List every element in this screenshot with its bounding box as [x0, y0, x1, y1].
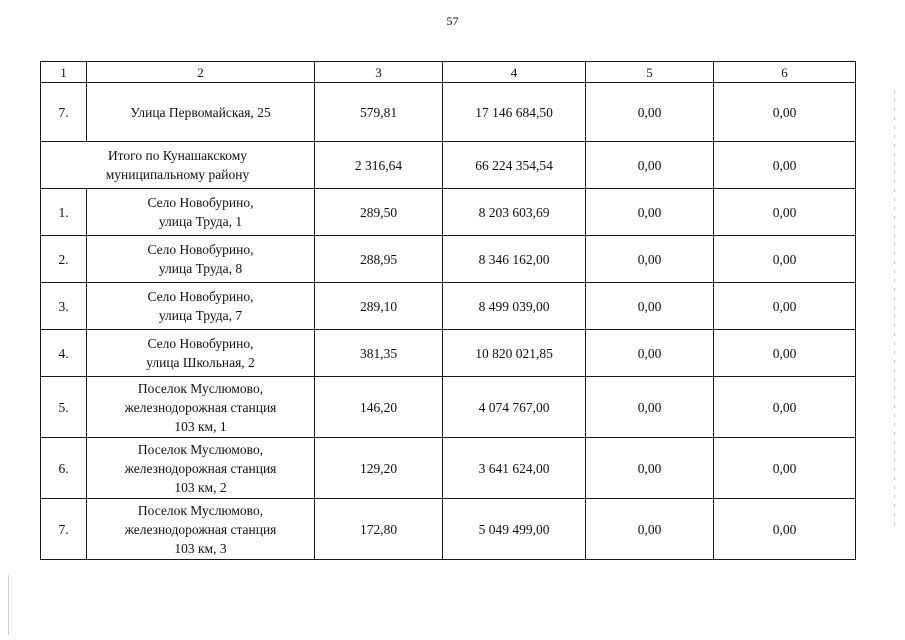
cost-cell: 17 146 684,50 — [443, 83, 586, 142]
value-cell-5: 0,00 — [586, 189, 714, 236]
address-cell: Поселок Муслюмово, железнодорожная станция 103 км, 1 — [87, 377, 315, 438]
cost-cell: 8 203 603,69 — [443, 189, 586, 236]
header-cell-1: 1 — [41, 62, 87, 83]
cost-cell: 8 346 162,00 — [443, 236, 586, 283]
header-cell-6: 6 — [714, 62, 856, 83]
row-number: 3. — [41, 283, 87, 330]
row-number: 7. — [41, 499, 87, 560]
value-cell-5: 0,00 — [586, 377, 714, 438]
area-cell: 579,81 — [315, 83, 443, 142]
total-row — [41, 142, 856, 189]
row-number: 5. — [41, 377, 87, 438]
header-cell-4: 4 — [443, 62, 586, 83]
value-cell-5: 0,00 — [586, 142, 714, 189]
table-row — [41, 377, 856, 438]
table-row — [41, 499, 856, 560]
header-cell-3: 3 — [315, 62, 443, 83]
area-cell: 289,10 — [315, 283, 443, 330]
address-cell: Село Новобурино, улица Труда, 8 — [87, 236, 315, 283]
value-cell-6: 0,00 — [714, 438, 856, 499]
value-cell-5: 0,00 — [586, 283, 714, 330]
value-cell-6: 0,00 — [714, 330, 856, 377]
table-row — [41, 236, 856, 283]
address-cell: Село Новобурино, улица Труда, 7 — [87, 283, 315, 330]
area-cell: 172,80 — [315, 499, 443, 560]
address-cell: Улица Первомайская, 25 — [87, 83, 315, 142]
area-cell: 381,35 — [315, 330, 443, 377]
value-cell-5: 0,00 — [586, 330, 714, 377]
value-cell-5: 0,00 — [586, 236, 714, 283]
row-number: 2. — [41, 236, 87, 283]
page-number: 57 — [446, 14, 459, 28]
value-cell-6: 0,00 — [714, 236, 856, 283]
address-cell: Село Новобурино, улица Труда, 1 — [87, 189, 315, 236]
area-cell: 146,20 — [315, 377, 443, 438]
table-row — [41, 283, 856, 330]
area-cell: 288,95 — [315, 236, 443, 283]
value-cell-6: 0,00 — [714, 377, 856, 438]
data-table — [40, 61, 856, 560]
header-row — [41, 62, 856, 83]
table-row — [41, 330, 856, 377]
table-row — [41, 438, 856, 499]
table-row — [41, 189, 856, 236]
area-cell: 289,50 — [315, 189, 443, 236]
cost-cell: 10 820 021,85 — [443, 330, 586, 377]
table-row — [41, 83, 856, 142]
cost-cell: 8 499 039,00 — [443, 283, 586, 330]
scan-artifact-right — [894, 90, 895, 530]
value-cell-6: 0,00 — [714, 142, 856, 189]
cost-cell: 5 049 499,00 — [443, 499, 586, 560]
cost-cell: 66 224 354,54 — [443, 142, 586, 189]
cost-cell: 3 641 624,00 — [443, 438, 586, 499]
cost-cell: 4 074 767,00 — [443, 377, 586, 438]
address-cell: Село Новобурино, улица Школьная, 2 — [87, 330, 315, 377]
header-cell-2: 2 — [87, 62, 315, 83]
address-cell: Поселок Муслюмово, железнодорожная станция 103 км, 2 — [87, 438, 315, 499]
value-cell-6: 0,00 — [714, 499, 856, 560]
value-cell-6: 0,00 — [714, 283, 856, 330]
value-cell-5: 0,00 — [586, 438, 714, 499]
area-cell: 2 316,64 — [315, 142, 443, 189]
value-cell-5: 0,00 — [586, 83, 714, 142]
row-number: 7. — [41, 83, 87, 142]
row-number: 4. — [41, 330, 87, 377]
total-label: Итого по Кунашакскому муниципальному району — [41, 142, 315, 189]
address-cell: Поселок Муслюмово, железнодорожная станция 103 км, 3 — [87, 499, 315, 560]
value-cell-6: 0,00 — [714, 189, 856, 236]
value-cell-6: 0,00 — [714, 83, 856, 142]
scan-artifact-left — [8, 575, 9, 635]
area-cell: 129,20 — [315, 438, 443, 499]
header-cell-5: 5 — [586, 62, 714, 83]
row-number: 1. — [41, 189, 87, 236]
row-number: 6. — [41, 438, 87, 499]
value-cell-5: 0,00 — [586, 499, 714, 560]
